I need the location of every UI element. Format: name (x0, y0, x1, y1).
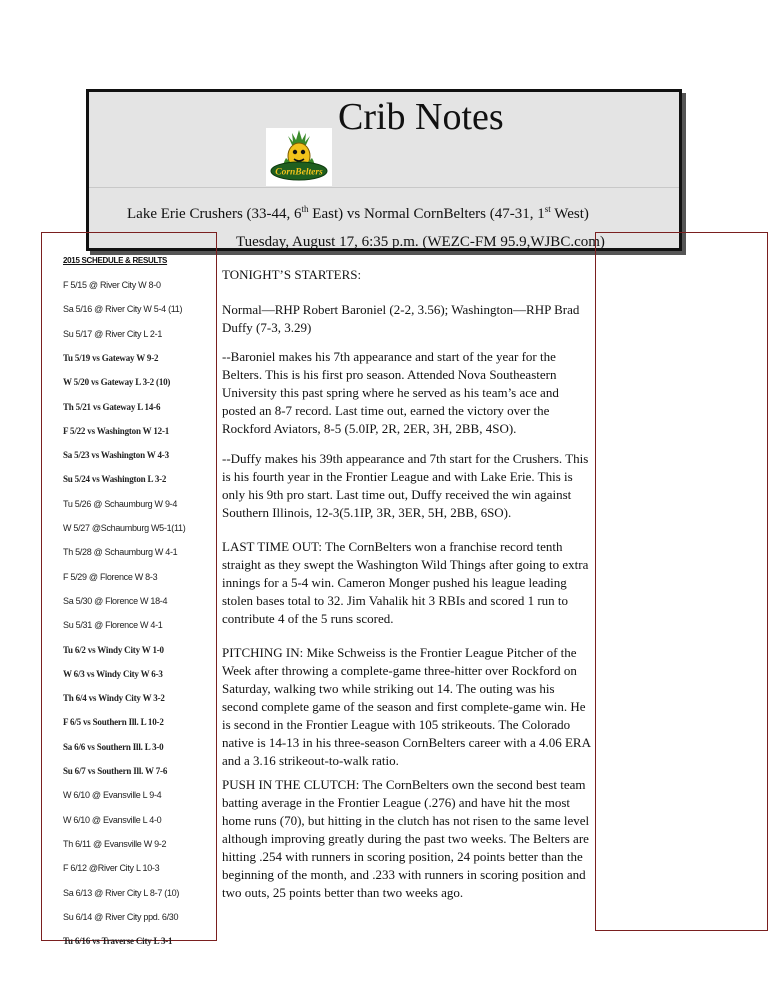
schedule-item: Su 6/14 @ River City ppd. 6/30 (63, 911, 179, 922)
schedule-item: F 5/29 @ Florence W 8-3 (63, 571, 158, 582)
matchup-line (127, 204, 589, 223)
schedule-item: W 5/20 vs Gateway L 3-2 (10) (63, 377, 171, 388)
schedule-item: Th 6/4 vs Windy City W 3-2 (63, 693, 165, 704)
starters-paragraph: Normal—RHP Robert Baroniel (2-2, 3.56); Washington—RHP Brad Duffy (7-3, 3.29) (222, 302, 580, 335)
schedule-heading: 2015 SCHEDULE & RESULTS (63, 256, 168, 265)
logo-lettering: CornBelters (275, 167, 323, 178)
schedule-item: F 6/12 @River City L 10-3 (63, 863, 160, 874)
schedule-item: Sa 6/13 @ River City L 8-7 (10) (63, 887, 180, 898)
header-divider (89, 187, 679, 188)
game-info: Tuesday, August 17, 6:35 p.m. (WEZC-FM 95.9,WJBC.com) (236, 234, 605, 250)
schedule-item: W 6/3 vs Windy City W 6-3 (63, 668, 163, 679)
schedule-item: Th 5/28 @ Schaumburg W 4-1 (63, 547, 178, 558)
schedule-item: W 6/10 @ Evansville L 4-0 (63, 814, 162, 825)
push-clutch-paragraph: PUSH IN THE CLUTCH: The CornBelters own the second best team batting average in the Frontier League (.276) and have hit the most home runs (70), but hitting in the clutch has not risen to the same level although improving greatly during the past two weeks. The Belters are hitting .254 with runners in scoring position, 24 points better than the beginning of the month, and .233 with runners in scoring position and two outs, 25 points better than two weeks ago. (222, 777, 590, 900)
schedule-item: W 6/10 @ Evansville L 9-4 (63, 790, 162, 801)
schedule-item: Sa 5/16 @ River City W 5-4 (11) (63, 304, 183, 315)
versus-text: East) vs Normal CornBelters (47-31, 1 (308, 206, 545, 222)
schedule-item: Sa 5/30 @ Florence W 18-4 (63, 595, 168, 606)
schedule-item: F 5/15 @ River City W 8-0 (63, 280, 161, 290)
schedule-item: Su 5/17 @ River City L 2-1 (63, 328, 163, 339)
away-rank-suffix: th (301, 204, 309, 214)
schedule-item: Tu 5/26 @ Schaumburg W 9-4 (63, 498, 178, 509)
duffy-paragraph: --Duffy makes his 39th appearance and 7th start for the Crushers. This is his fourth year in the Frontier League and with Lake Erie. This is only his 9th pro start. Last time out, Duffy received the win against Southern Illinois, 12-3(5.1IP, 3R, 3ER, 5H, 2BB, 6SO). (222, 451, 589, 520)
away-team-text: Lake Erie Crushers (33-44, 6 (127, 206, 302, 222)
schedule-item: Su 6/7 vs Southern Ill. W 7-6 (63, 766, 168, 776)
schedule-item: Tu 6/2 vs Windy City W 1-0 (63, 644, 164, 655)
schedule-item: Tu 5/19 vs Gateway W 9-2 (63, 352, 159, 363)
game-notes (222, 266, 592, 902)
right-sidebar (595, 232, 768, 931)
pitching-in-paragraph: PITCHING IN: Mike Schweiss is the Frontier League Pitcher of the Week after throwing a complete-game three-hitter over Rockford on Saturday, walking two while striking out 14. The outing was his second complete game of the season and first complete-game win. He is second in the Frontier League with 105 strikeouts. The Colorado native is 14-13 in his three-season CornBelters career with a 4.06 ERA and a 3.16 strikeout-to-walk ratio. (222, 645, 591, 768)
schedule-item: Sa 6/6 vs Southern Ill. L 3-0 (63, 741, 164, 752)
page-title: Crib Notes (338, 96, 504, 138)
schedule-item: Su 5/31 @ Florence W 4-1 (63, 620, 163, 631)
schedule-item: F 6/5 vs Southern Ill. L 10-2 (63, 717, 164, 728)
starters-heading: TONIGHT’S STARTERS: (222, 267, 362, 282)
schedule-item: W 5/27 @Schaumburg W5-1(11) (63, 523, 186, 533)
cornbelters-logo (266, 128, 332, 186)
schedule-item: Tu 6/16 vs Traverse City L 3-1 (63, 936, 173, 947)
schedule-item: Sa 5/23 vs Washington W 4-3 (63, 450, 169, 461)
schedule-item: F 5/22 vs Washington W 12-1 (63, 425, 170, 436)
schedule-item: Su 5/24 vs Washington L 3-2 (63, 474, 167, 485)
home-team-text: West) (550, 206, 589, 222)
home-rank-suffix: st (544, 204, 551, 214)
last-time-out-paragraph: LAST TIME OUT: The CornBelters won a franchise record tenth straight as they swept the Washington Wild Things after going to extra innings for a 5-4 win. Cameron Monger pushed his league leading stolen bases total to 32. Jim Vahalik hit 3 RBIs and scored 1 run to contribute 4 of the 5 runs scored. (222, 539, 589, 626)
schedule-item: Th 6/11 @ Evansville W 9-2 (63, 838, 167, 849)
schedule-item: Th 5/21 vs Gateway L 14-6 (63, 401, 161, 412)
baroniel-paragraph: --Baroniel makes his 7th appearance and start of the year for the Belters. This is his first pro season. Attended Nova Southeastern University this past spring where he served as his team’s ace and posted an 8-7 record. Last time out, earned the victory over the Rockford Aviators, 8-5 (5.0IP, 2R, 2ER, 3H, 2BB, 4SO). (222, 349, 559, 436)
